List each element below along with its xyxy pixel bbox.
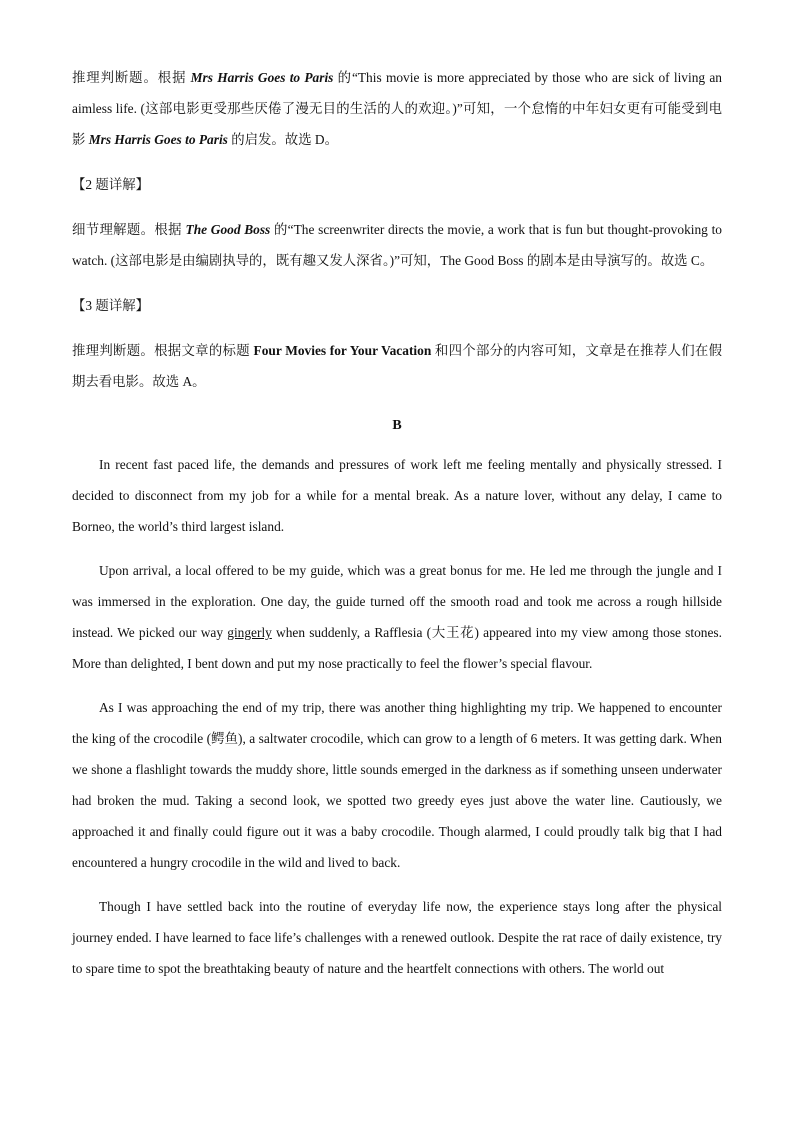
passage-paragraph-2-text-b: when suddenly, a Rafflesia (大王花) appeared into my view among those stones. More than delighted, I bent down and put my nose practically to feel the flower’s special flavour. (72, 625, 722, 671)
question-2-heading: 【2 题详解】 (72, 177, 149, 192)
answer-3-text-b: 和四个部分的内容可知，文章是在推荐人们在假期去看电影。故选 A。 (72, 343, 722, 389)
answer-1-text-a: 推理判断题。根据 (72, 70, 191, 85)
movie-title-good-boss: The Good Boss (185, 222, 271, 237)
answer-1-text-b: 的“This movie is more appreciated by those who are sick of living an aimless life. (这部电影更受那些厌倦了漫无目的生活的人的欢迎。)”可知，一个怠惰的中年妇女更有可能受到电影 (72, 70, 723, 147)
answer-1-explanation (72, 62, 722, 155)
underlined-word-gingerly: gingerly (227, 625, 272, 640)
answer-3-text-a: 推理判断题。根据文章的标题 (72, 343, 254, 358)
question-3-heading: 【3 题详解】 (72, 298, 149, 313)
passage-paragraph-1: In recent fast paced life, the demands and pressures of work left me feeling mentally and physically stressed. I decided to disconnect from my job for a while for a mental break. As a nature lover, without any delay, I came to Borneo, the world’s third largest island. (72, 457, 722, 534)
movie-title-mrs-harris-2: Mrs Harris Goes to Paris (88, 132, 228, 147)
movie-title-mrs-harris: Mrs Harris Goes to Paris (190, 70, 334, 85)
answer-2-text-b: 的“The screenwriter directs the movie, a work that is fun but thought-provoking to watch. (这部电影是由编剧执导的，既有趣又发人深省。)”可知，The Good Boss 的剧本是由导演写的。故选 C。 (72, 222, 722, 268)
passage-paragraph-2 (72, 555, 722, 679)
document-page (72, 62, 722, 997)
article-title-four-movies: Four Movies for Your Vacation (253, 343, 432, 358)
passage-paragraph-2-text-a: Upon arrival, a local offered to be my guide, which was a great bonus for me. He led me through the jungle and I was immersed in the exploration. One day, the guide turned off the smooth road and took me across a rough hillside instead. We picked our way (72, 563, 722, 640)
passage-paragraph-3: As I was approaching the end of my trip, there was another thing highlighting my trip. We happened to encounter the king of the crocodile (鳄鱼), a saltwater crocodile, which can grow to a length of 6 meters. It was getting dark. When we shone a flashlight towards the muddy shore, little sounds emerged in the darkness as if something unseen underwater had broken the mud. Taking a second look, we spotted two greedy eyes just above the water line. Cautiously, we approached it and finally could figure out it was a baby crocodile. Though alarmed, I could proudly talk big that I had encountered a hungry crocodile in the wild and lived to back. (72, 700, 722, 870)
section-b-heading: B (392, 418, 402, 433)
answer-2-explanation (72, 214, 722, 276)
answer-3-explanation (72, 335, 722, 397)
passage-paragraph-4: Though I have settled back into the routine of everyday life now, the experience stays long after the physical journey ended. I have learned to face life’s challenges with a renewed outlook. Despite the rat race of daily existence, try to spare time to spot the breathtaking beauty of nature and the heartfelt connections with others. The world out (72, 899, 722, 976)
answer-1-text-c: 的启发。故选 D。 (227, 132, 338, 147)
answer-2-text-a: 细节理解题。根据 (72, 222, 186, 237)
